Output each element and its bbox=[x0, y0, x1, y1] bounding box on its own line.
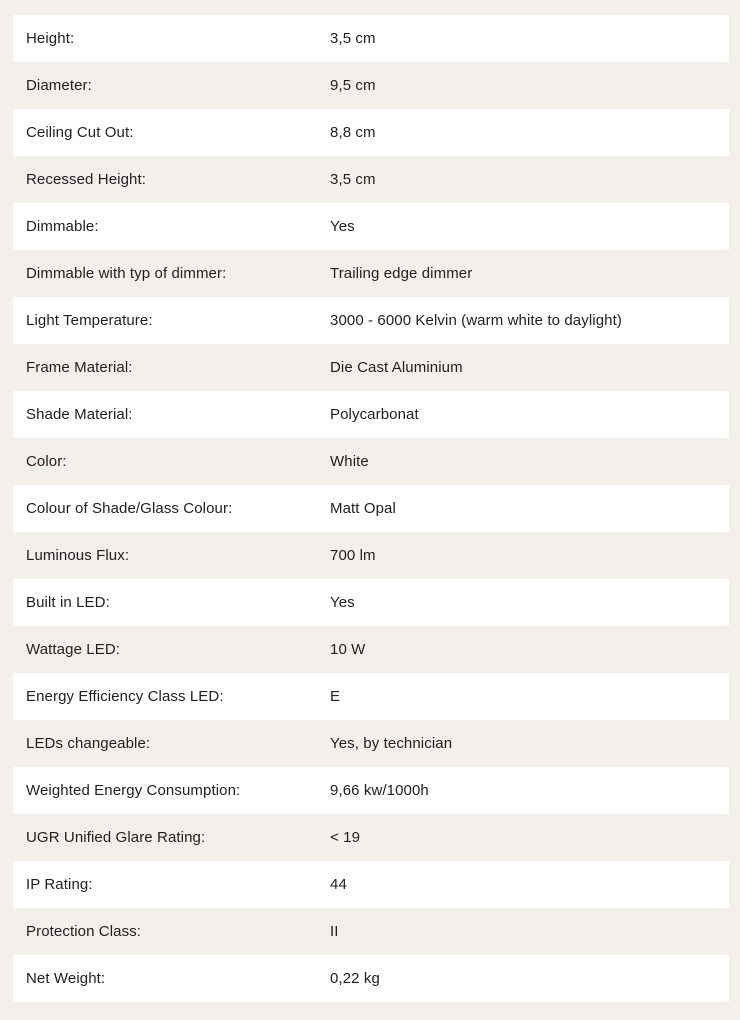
spec-row-built-in-led bbox=[13, 579, 729, 626]
spec-row-dimmable bbox=[13, 203, 729, 250]
spec-row-height bbox=[13, 15, 729, 62]
spec-value: 3,5 cm bbox=[330, 171, 376, 188]
spec-label: Diameter: bbox=[26, 77, 92, 94]
spec-value: 700 lm bbox=[330, 547, 376, 564]
spec-row-frame-material bbox=[13, 344, 729, 391]
spec-value: 0,22 kg bbox=[330, 970, 380, 987]
spec-row-ceiling-cut-out bbox=[13, 109, 729, 156]
spec-value: < 19 bbox=[330, 829, 361, 846]
spec-value: 8,8 cm bbox=[330, 124, 376, 141]
spec-row-leds-changeable bbox=[13, 720, 729, 767]
spec-value: Yes bbox=[330, 218, 355, 235]
spec-value: Yes bbox=[330, 594, 355, 611]
spec-label: Shade Material: bbox=[26, 406, 133, 423]
spec-row-shade-colour bbox=[13, 485, 729, 532]
spec-value: Die Cast Aluminium bbox=[330, 359, 463, 376]
spec-label: Ceiling Cut Out: bbox=[26, 124, 134, 141]
spec-label: Built in LED: bbox=[26, 594, 110, 611]
spec-row-energy-class bbox=[13, 673, 729, 720]
spec-row-ugr bbox=[13, 814, 729, 861]
spec-label: Colour of Shade/Glass Colour: bbox=[26, 500, 233, 517]
spec-label: LEDs changeable: bbox=[26, 735, 151, 752]
spec-row-net-weight bbox=[13, 955, 729, 1002]
spec-value: Matt Opal bbox=[330, 500, 396, 517]
spec-value: 10 W bbox=[330, 641, 366, 658]
spec-row-light-temperature bbox=[13, 297, 729, 344]
spec-row-ip-rating bbox=[13, 861, 729, 908]
spec-label: IP Rating: bbox=[26, 876, 93, 893]
spec-label: Dimmable with typ of dimmer: bbox=[26, 265, 227, 282]
spec-value: 9,66 kw/1000h bbox=[330, 782, 429, 799]
spec-value: E bbox=[330, 688, 341, 705]
spec-row-recessed-height bbox=[13, 156, 729, 203]
spec-label: Luminous Flux: bbox=[26, 547, 130, 564]
spec-label: Frame Material: bbox=[26, 359, 133, 376]
spec-row-color bbox=[13, 438, 729, 485]
spec-label: Energy Efficiency Class LED: bbox=[26, 688, 224, 705]
spec-value: II bbox=[330, 923, 339, 940]
spec-value: 9,5 cm bbox=[330, 77, 376, 94]
spec-label: Dimmable: bbox=[26, 218, 99, 235]
spec-value: Trailing edge dimmer bbox=[330, 265, 473, 282]
spec-label: Weighted Energy Consumption: bbox=[26, 782, 241, 799]
spec-row-diameter bbox=[13, 62, 729, 109]
spec-label: Net Weight: bbox=[26, 970, 106, 987]
spec-label: Recessed Height: bbox=[26, 171, 146, 188]
spec-value: Polycarbonat bbox=[330, 406, 419, 423]
spec-label: Light Temperature: bbox=[26, 312, 153, 329]
spec-row-shade-material bbox=[13, 391, 729, 438]
spec-label: Height: bbox=[26, 30, 75, 47]
spec-value: Yes, by technician bbox=[330, 735, 453, 752]
spec-row-wattage-led bbox=[13, 626, 729, 673]
spec-value: 3000 - 6000 Kelvin (warm white to daylight) bbox=[330, 312, 622, 329]
spec-row-dimmer-type bbox=[13, 250, 729, 297]
spec-label: UGR Unified Glare Rating: bbox=[26, 829, 206, 846]
spec-row-energy-consumption bbox=[13, 767, 729, 814]
spec-value: White bbox=[330, 453, 369, 470]
spec-label: Color: bbox=[26, 453, 67, 470]
spec-value: 3,5 cm bbox=[330, 30, 376, 47]
spec-label: Protection Class: bbox=[26, 923, 142, 940]
spec-table bbox=[13, 15, 729, 1002]
spec-row-luminous-flux bbox=[13, 532, 729, 579]
spec-value: 44 bbox=[330, 876, 347, 893]
spec-row-protection-class bbox=[13, 908, 729, 955]
spec-label: Wattage LED: bbox=[26, 641, 121, 658]
